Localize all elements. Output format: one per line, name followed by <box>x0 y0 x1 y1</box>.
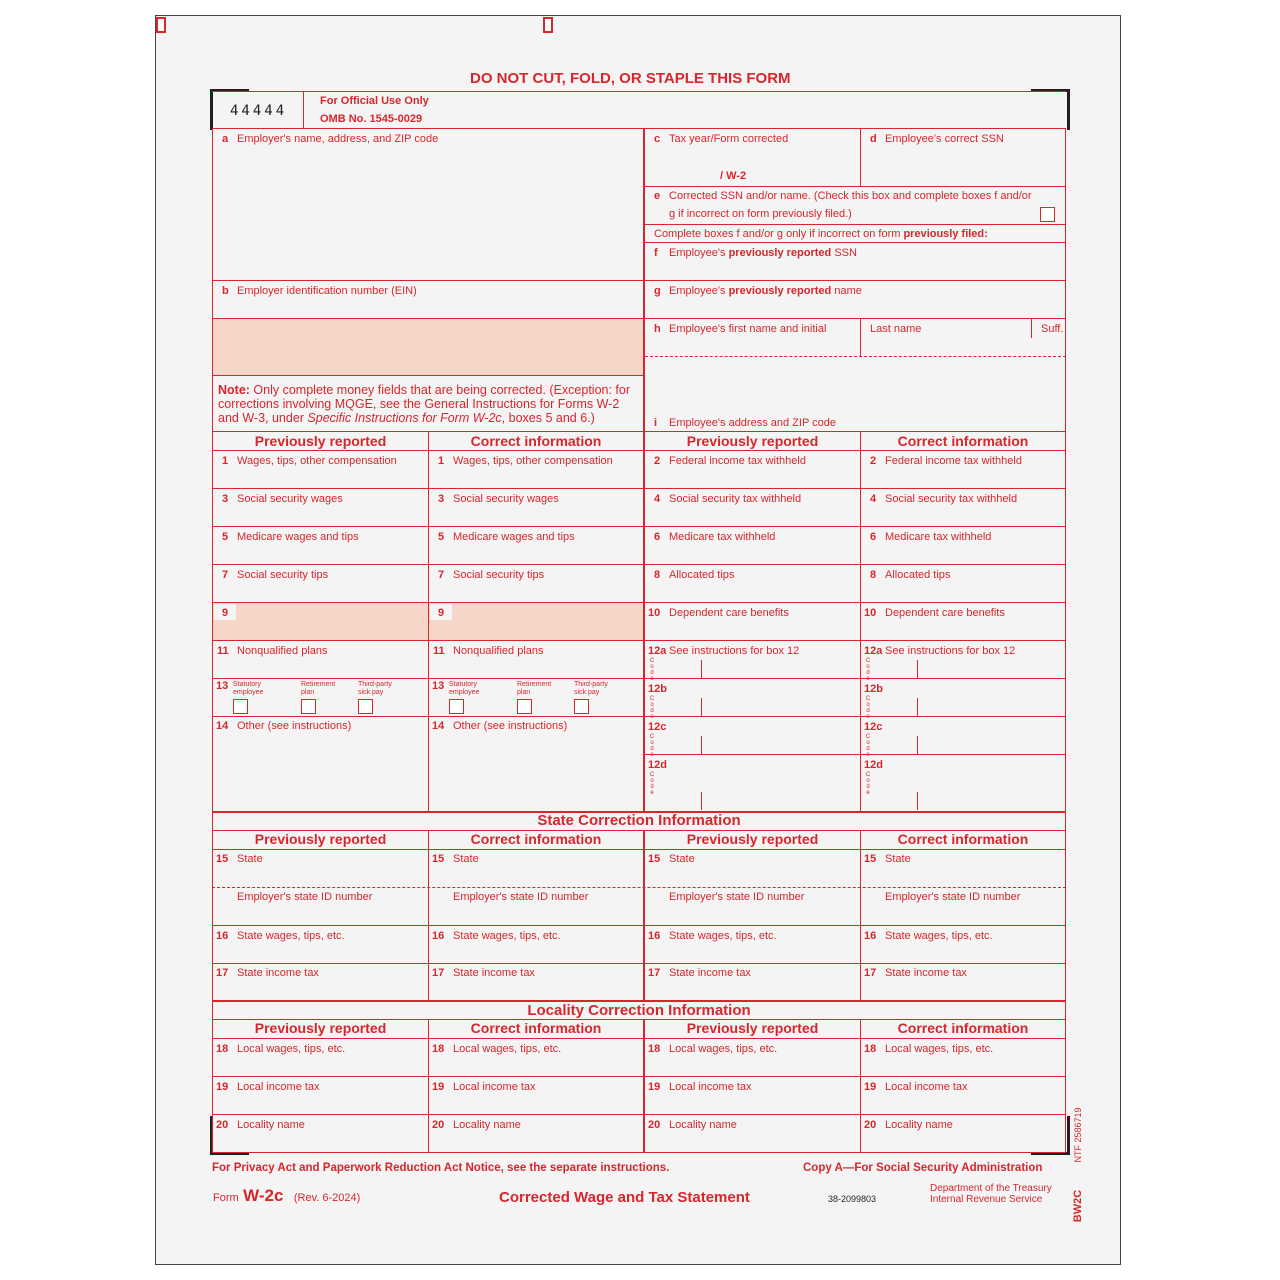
box-11-num-prev: 11 <box>217 645 229 657</box>
box-12b-num-prev: 12b <box>648 683 667 695</box>
box-10-num-prev: 10 <box>648 607 661 619</box>
box-7-field-correct[interactable] <box>430 583 642 601</box>
box-7-num-correct: 7 <box>438 569 445 581</box>
state-16-num-c4: 16 <box>864 930 877 942</box>
box-a-label: Employer's name, address, and ZIP code <box>237 133 439 145</box>
box-d-field[interactable] <box>862 148 1064 184</box>
note-bold: Note: <box>218 383 250 397</box>
local-18-num-c2: 18 <box>432 1043 445 1055</box>
omb-number: OMB No. 1545-0029 <box>320 113 423 125</box>
locality-section-title: Locality Correction Information <box>527 1002 751 1019</box>
box-5-num-correct: 5 <box>438 531 445 543</box>
box-2-num-prev: 2 <box>654 455 661 467</box>
local-19-num-c2: 19 <box>432 1081 445 1093</box>
state-16-label-c3: State wages, tips, etc. <box>669 930 777 942</box>
box-g-field[interactable] <box>646 299 1064 317</box>
box-f-label <box>669 247 857 259</box>
box-12a-code-label-correct: Code <box>865 658 871 682</box>
local-20-num-c1: 20 <box>216 1119 229 1131</box>
box-6-num-prev: 6 <box>654 531 661 543</box>
box-8-num-correct: 8 <box>870 569 877 581</box>
state-15-label-c3: State <box>669 853 695 865</box>
box-13-statutory-label-prev: Statutory employee <box>233 681 264 696</box>
box-14-num-correct: 14 <box>432 720 445 732</box>
box-1-num-correct: 1 <box>438 455 445 467</box>
state-16-label-c1: State wages, tips, etc. <box>237 930 345 942</box>
box-7-label-prev: Social security tips <box>237 569 329 581</box>
box-12d-code-label-correct: Code <box>865 772 871 796</box>
state-17-label-c4: State income tax <box>885 967 967 979</box>
box-5-num-prev: 5 <box>222 531 229 543</box>
state-id-label-c4: Employer's state ID number <box>885 891 1021 903</box>
box-e-line2: g if incorrect on form previously filed.) <box>669 208 852 220</box>
local-18-num-c3: 18 <box>648 1043 661 1055</box>
do-not-cut-warning: DO NOT CUT, FOLD, OR STAPLE THIS FORM <box>470 70 791 87</box>
box-13-thirdparty-checkbox-prev[interactable] <box>358 699 373 714</box>
state-17-num-c2: 17 <box>432 967 445 979</box>
box-7-num-prev: 7 <box>222 569 229 581</box>
box-a-letter: a <box>222 133 229 145</box>
box-5-label-prev: Medicare wages and tips <box>237 531 359 543</box>
registration-mark-left <box>156 17 166 33</box>
side-form-code: BW2C <box>1072 1189 1084 1223</box>
box-4-num-correct: 4 <box>870 493 877 505</box>
box-13-num-correct: 13 <box>432 680 445 692</box>
box-f-pre: Employee's <box>669 247 729 259</box>
box-12c-field-prev[interactable] <box>703 736 859 753</box>
box-1-field-prev[interactable] <box>214 469 427 487</box>
box-h-last-name-label: Last name <box>870 323 922 335</box>
local-19-num-c4: 19 <box>864 1081 877 1093</box>
box-f-post: SSN <box>831 247 857 259</box>
state-15-label-c2: State <box>453 853 479 865</box>
box-h-first-name-field[interactable] <box>646 337 859 355</box>
box-i-letter: i <box>654 417 658 429</box>
box-5-label-correct: Medicare wages and tips <box>453 531 575 543</box>
state-15-num-c3: 15 <box>648 853 661 865</box>
form-title: Corrected Wage and Tax Statement <box>499 1189 750 1206</box>
box-f-field[interactable] <box>646 261 1064 279</box>
box-6-label-prev: Medicare tax withheld <box>669 531 776 543</box>
box-c-letter: c <box>654 133 661 145</box>
box-9-num-correct: 9 <box>438 607 445 619</box>
box-b-letter: b <box>222 285 229 297</box>
local-20-num-c2: 20 <box>432 1119 445 1131</box>
box-4-label-correct: Social security tax withheld <box>885 493 1018 505</box>
state-17-label-c1: State income tax <box>237 967 319 979</box>
state-15-num-c2: 15 <box>432 853 445 865</box>
local-20-num-c4: 20 <box>864 1119 877 1131</box>
state-id-label-c1: Employer's state ID number <box>237 891 373 903</box>
box-6-field-prev[interactable] <box>646 545 859 563</box>
box-b-field[interactable] <box>214 298 642 318</box>
local-19-num-c3: 19 <box>648 1081 661 1093</box>
void-code: 44444 <box>230 103 288 119</box>
box-13-num-prev: 13 <box>216 680 229 692</box>
box-12d-field-correct[interactable] <box>919 792 1064 810</box>
local-20-label-c1: Locality name <box>237 1119 305 1131</box>
fg-instruction-text: Complete boxes f and/or g only if incorrect on form <box>654 228 904 240</box>
state-15-num-c4: 15 <box>864 853 877 865</box>
box-1-field-correct[interactable] <box>430 469 642 487</box>
box-12b-code-label-prev: Code <box>649 696 655 720</box>
box-10-field-correct[interactable] <box>862 621 1064 639</box>
local-19-label-c1: Local income tax <box>237 1081 320 1093</box>
box-g-post: name <box>831 285 862 297</box>
box-1-label-correct: Wages, tips, other compensation <box>453 455 613 467</box>
state-16-num-c1: 16 <box>216 930 229 942</box>
state-col-header-correct-right: Correct information <box>897 831 1029 847</box>
box-a-field[interactable] <box>214 150 642 279</box>
local-19-label-c2: Local income tax <box>453 1081 536 1093</box>
local-18-label-c4: Local wages, tips, etc. <box>885 1043 994 1055</box>
box-13-statutory-checkbox-prev[interactable] <box>233 699 248 714</box>
box-c-label: Tax year/Form corrected <box>669 133 789 145</box>
box-12c-code-label-correct: Code <box>865 734 871 758</box>
box-6-label-correct: Medicare tax withheld <box>885 531 992 543</box>
box-14-field-correct[interactable] <box>430 736 642 809</box>
box-12d-field-prev[interactable] <box>703 792 859 810</box>
box-14-num-prev: 14 <box>216 720 229 732</box>
dept-irs: Internal Revenue Service <box>930 1194 1043 1205</box>
box-2-field-correct[interactable] <box>862 469 1064 487</box>
box-12a-label-prev: See instructions for box 12 <box>669 645 800 657</box>
local-18-label-c2: Local wages, tips, etc. <box>453 1043 562 1055</box>
state-col-header-prev-left: Previously reported <box>254 831 387 847</box>
official-use-label: For Official Use Only <box>320 95 429 107</box>
box-3-num-prev: 3 <box>222 493 229 505</box>
local-19-label-c3: Local income tax <box>669 1081 752 1093</box>
box-13-retirement-checkbox-prev[interactable] <box>301 699 316 714</box>
box-12b-field-prev[interactable] <box>703 698 859 715</box>
box-3-num-correct: 3 <box>438 493 445 505</box>
box-13-statutory-checkbox-correct[interactable] <box>449 699 464 714</box>
local-18-num-c4: 18 <box>864 1043 877 1055</box>
box-12c-num-correct: 12c <box>864 721 883 733</box>
box-10-field-prev[interactable] <box>646 621 859 639</box>
box-2-label-prev: Federal income tax withheld <box>669 455 806 467</box>
col-header-correct-left: Correct information <box>470 433 602 449</box>
box-7-field-prev[interactable] <box>214 583 427 601</box>
corner-mark-top-right <box>1031 89 1070 130</box>
box-6-num-correct: 6 <box>870 531 877 543</box>
box-12b-field-correct[interactable] <box>919 698 1064 715</box>
box-12c-field-correct[interactable] <box>919 736 1064 753</box>
box-11-field-correct[interactable] <box>430 659 642 677</box>
box-14-label-correct: Other (see instructions) <box>453 720 568 732</box>
note-line3-pre: and W-3, under <box>218 411 308 425</box>
box-12c-num-prev: 12c <box>648 721 667 733</box>
box-12a-field-prev[interactable] <box>703 660 859 677</box>
box-11-num-correct: 11 <box>433 645 445 657</box>
box-9-num-prev: 9 <box>222 607 229 619</box>
copy-a-label: Copy A—For Social Security Administration <box>803 1162 1043 1174</box>
state-15-num-c1: 15 <box>216 853 229 865</box>
box-1-label-prev: Wages, tips, other compensation <box>237 455 397 467</box>
box-h-label: Employee's first name and initial <box>669 323 827 335</box>
note-line3-post: , boxes 5 and 6.) <box>501 411 595 425</box>
dept-treasury: Department of the Treasury <box>930 1183 1052 1194</box>
state-17-label-c3: State income tax <box>669 967 751 979</box>
locality-col-header-correct-left: Correct information <box>470 1020 602 1036</box>
box-12a-num-prev: 12a <box>648 645 667 657</box>
box-2-num-correct: 2 <box>870 455 877 467</box>
locality-col-header-prev-right: Previously reported <box>686 1020 819 1036</box>
state-15-label-c1: State <box>237 853 263 865</box>
box-d-letter: d <box>870 133 877 145</box>
box-12b-code-label-correct: Code <box>865 696 871 720</box>
local-19-label-c4: Local income tax <box>885 1081 968 1093</box>
form-revision: (Rev. 6-2024) <box>293 1192 361 1204</box>
state-id-label-c3: Employer's state ID number <box>669 891 805 903</box>
box-11-field-prev[interactable] <box>214 659 427 677</box>
box-11-label-correct: Nonqualified plans <box>453 645 544 657</box>
box-12a-num-correct: 12a <box>864 645 883 657</box>
box-8-label-prev: Allocated tips <box>669 569 735 581</box>
box-8-field-correct[interactable] <box>862 583 1064 601</box>
box-1-num-prev: 1 <box>222 455 229 467</box>
box-12d-num-correct: 12d <box>864 759 883 771</box>
local-20-label-c3: Locality name <box>669 1119 737 1131</box>
box-12c-code-label-prev: Code <box>649 734 655 758</box>
box-e-line1: Corrected SSN and/or name. (Check this box and complete boxes f and/or <box>669 190 1032 202</box>
fg-instruction-bold: previously filed: <box>903 228 988 240</box>
state-15-label-c4: State <box>885 853 911 865</box>
state-16-label-c2: State wages, tips, etc. <box>453 930 561 942</box>
box-8-label-correct: Allocated tips <box>885 569 951 581</box>
box-13-thirdparty-checkbox-correct[interactable] <box>574 699 589 714</box>
box-f-bold: previously reported <box>728 247 832 259</box>
box-g-bold: previously reported <box>728 285 832 297</box>
box-7-label-correct: Social security tips <box>453 569 545 581</box>
state-17-num-c4: 17 <box>864 967 877 979</box>
money-fields-note <box>218 383 642 425</box>
form-name: W-2c <box>243 1186 284 1205</box>
box-12a-label-correct: See instructions for box 12 <box>885 645 1016 657</box>
box-2-field-prev[interactable] <box>646 469 859 487</box>
box-c-form-suffix: / W-2 <box>720 170 747 182</box>
box-3-label-correct: Social security wages <box>453 493 559 505</box>
box-e-checkbox[interactable] <box>1040 207 1055 222</box>
box-g-pre: Employee's <box>669 285 729 297</box>
local-20-label-c2: Locality name <box>453 1119 521 1131</box>
fg-instruction <box>654 228 988 240</box>
box-13-retirement-label-correct: Retirement plan <box>517 681 552 696</box>
note-line2: corrections involving MQGE, see the General Instructions for Forms W-2 <box>218 397 620 411</box>
box-4-field-prev[interactable] <box>646 507 859 525</box>
box-13-statutory-label-correct: Statutory employee <box>449 681 480 696</box>
box-i-field[interactable] <box>646 358 1064 413</box>
box-d-label: Employee's correct SSN <box>885 133 1004 145</box>
box-11-label-prev: Nonqualified plans <box>237 645 328 657</box>
privacy-notice: For Privacy Act and Paperwork Reduction Act Notice, see the separate instructions. <box>212 1162 670 1174</box>
state-16-num-c2: 16 <box>432 930 445 942</box>
box-c-field[interactable] <box>646 148 859 184</box>
box-5-field-correct[interactable] <box>430 545 642 563</box>
box-3-field-prev[interactable] <box>214 507 427 525</box>
box-i-label: Employee's address and ZIP code <box>669 417 836 429</box>
box-g-label <box>669 285 862 297</box>
local-19-num-c1: 19 <box>216 1081 229 1093</box>
box-e-letter: e <box>654 190 661 202</box>
local-18-label-c3: Local wages, tips, etc. <box>669 1043 778 1055</box>
state-col-header-correct-left: Correct information <box>470 831 602 847</box>
box-13-thirdparty-label-prev: Third-party sick pay <box>358 681 392 696</box>
box-h-suffix-label: Suff. <box>1041 323 1064 335</box>
local-18-label-c1: Local wages, tips, etc. <box>237 1043 346 1055</box>
box-9-shade-prev <box>213 603 428 640</box>
note-line3-italic: Specific Instructions for Form W-2c <box>307 411 502 425</box>
box-f-letter: f <box>654 247 658 259</box>
registration-mark-center <box>543 17 553 33</box>
box-13-retirement-checkbox-correct[interactable] <box>517 699 532 714</box>
box-6-field-correct[interactable] <box>862 545 1064 563</box>
box-12a-code-label-prev: Code <box>649 658 655 682</box>
local-18-num-c1: 18 <box>216 1043 229 1055</box>
box-9-shade-correct <box>429 603 643 640</box>
locality-col-header-correct-right: Correct information <box>897 1020 1029 1036</box>
state-section-title: State Correction Information <box>537 812 741 829</box>
box-12a-field-correct[interactable] <box>919 660 1064 677</box>
state-16-label-c4: State wages, tips, etc. <box>885 930 993 942</box>
box-h-letter: h <box>654 323 661 335</box>
box-8-num-prev: 8 <box>654 569 661 581</box>
box-4-num-prev: 4 <box>654 493 661 505</box>
box-2-label-correct: Federal income tax withheld <box>885 455 1022 467</box>
box-10-label-correct: Dependent care benefits <box>885 607 1005 619</box>
box-12b-num-correct: 12b <box>864 683 883 695</box>
box-12d-code-label-prev: Code <box>649 772 655 796</box>
box-3-label-prev: Social security wages <box>237 493 343 505</box>
box-4-label-prev: Social security tax withheld <box>669 493 802 505</box>
state-col-header-prev-right: Previously reported <box>686 831 819 847</box>
box-b-label: Employer identification number (EIN) <box>237 285 417 297</box>
state-17-num-c1: 17 <box>216 967 229 979</box>
box-12d-num-prev: 12d <box>648 759 667 771</box>
col-header-prev-right: Previously reported <box>686 433 819 449</box>
shaded-area-top <box>213 319 643 375</box>
local-20-num-c3: 20 <box>648 1119 661 1131</box>
catalog-number: 38-2099803 <box>828 1194 877 1204</box>
state-id-label-c2: Employer's state ID number <box>453 891 589 903</box>
box-4-field-correct[interactable] <box>862 507 1064 525</box>
state-16-num-c3: 16 <box>648 930 661 942</box>
local-20-label-c4: Locality name <box>885 1119 953 1131</box>
box-g-letter: g <box>654 285 661 297</box>
box-h-last-name-field[interactable] <box>862 337 1064 355</box>
box-5-field-prev[interactable] <box>214 545 427 563</box>
box-13-retirement-label-prev: Retirement plan <box>301 681 336 696</box>
box-14-label-prev: Other (see instructions) <box>237 720 352 732</box>
box-14-field-prev[interactable] <box>214 736 427 809</box>
col-header-prev-left: Previously reported <box>254 433 387 449</box>
locality-col-header-prev-left: Previously reported <box>254 1020 387 1036</box>
box-13-thirdparty-label-correct: Third-party sick pay <box>574 681 608 696</box>
col-header-correct-right: Correct information <box>897 433 1029 449</box>
side-ntf-code: NTF 2586719 <box>1073 1107 1083 1163</box>
box-8-field-prev[interactable] <box>646 583 859 601</box>
box-10-label-prev: Dependent care benefits <box>669 607 789 619</box>
note-line1: Only complete money fields that are being corrected. (Exception: for <box>249 383 631 397</box>
form-id <box>213 1186 360 1206</box>
box-3-field-correct[interactable] <box>430 507 642 525</box>
state-17-label-c2: State income tax <box>453 967 535 979</box>
box-10-num-correct: 10 <box>864 607 877 619</box>
state-17-num-c3: 17 <box>648 967 661 979</box>
form-word: Form <box>213 1192 239 1204</box>
